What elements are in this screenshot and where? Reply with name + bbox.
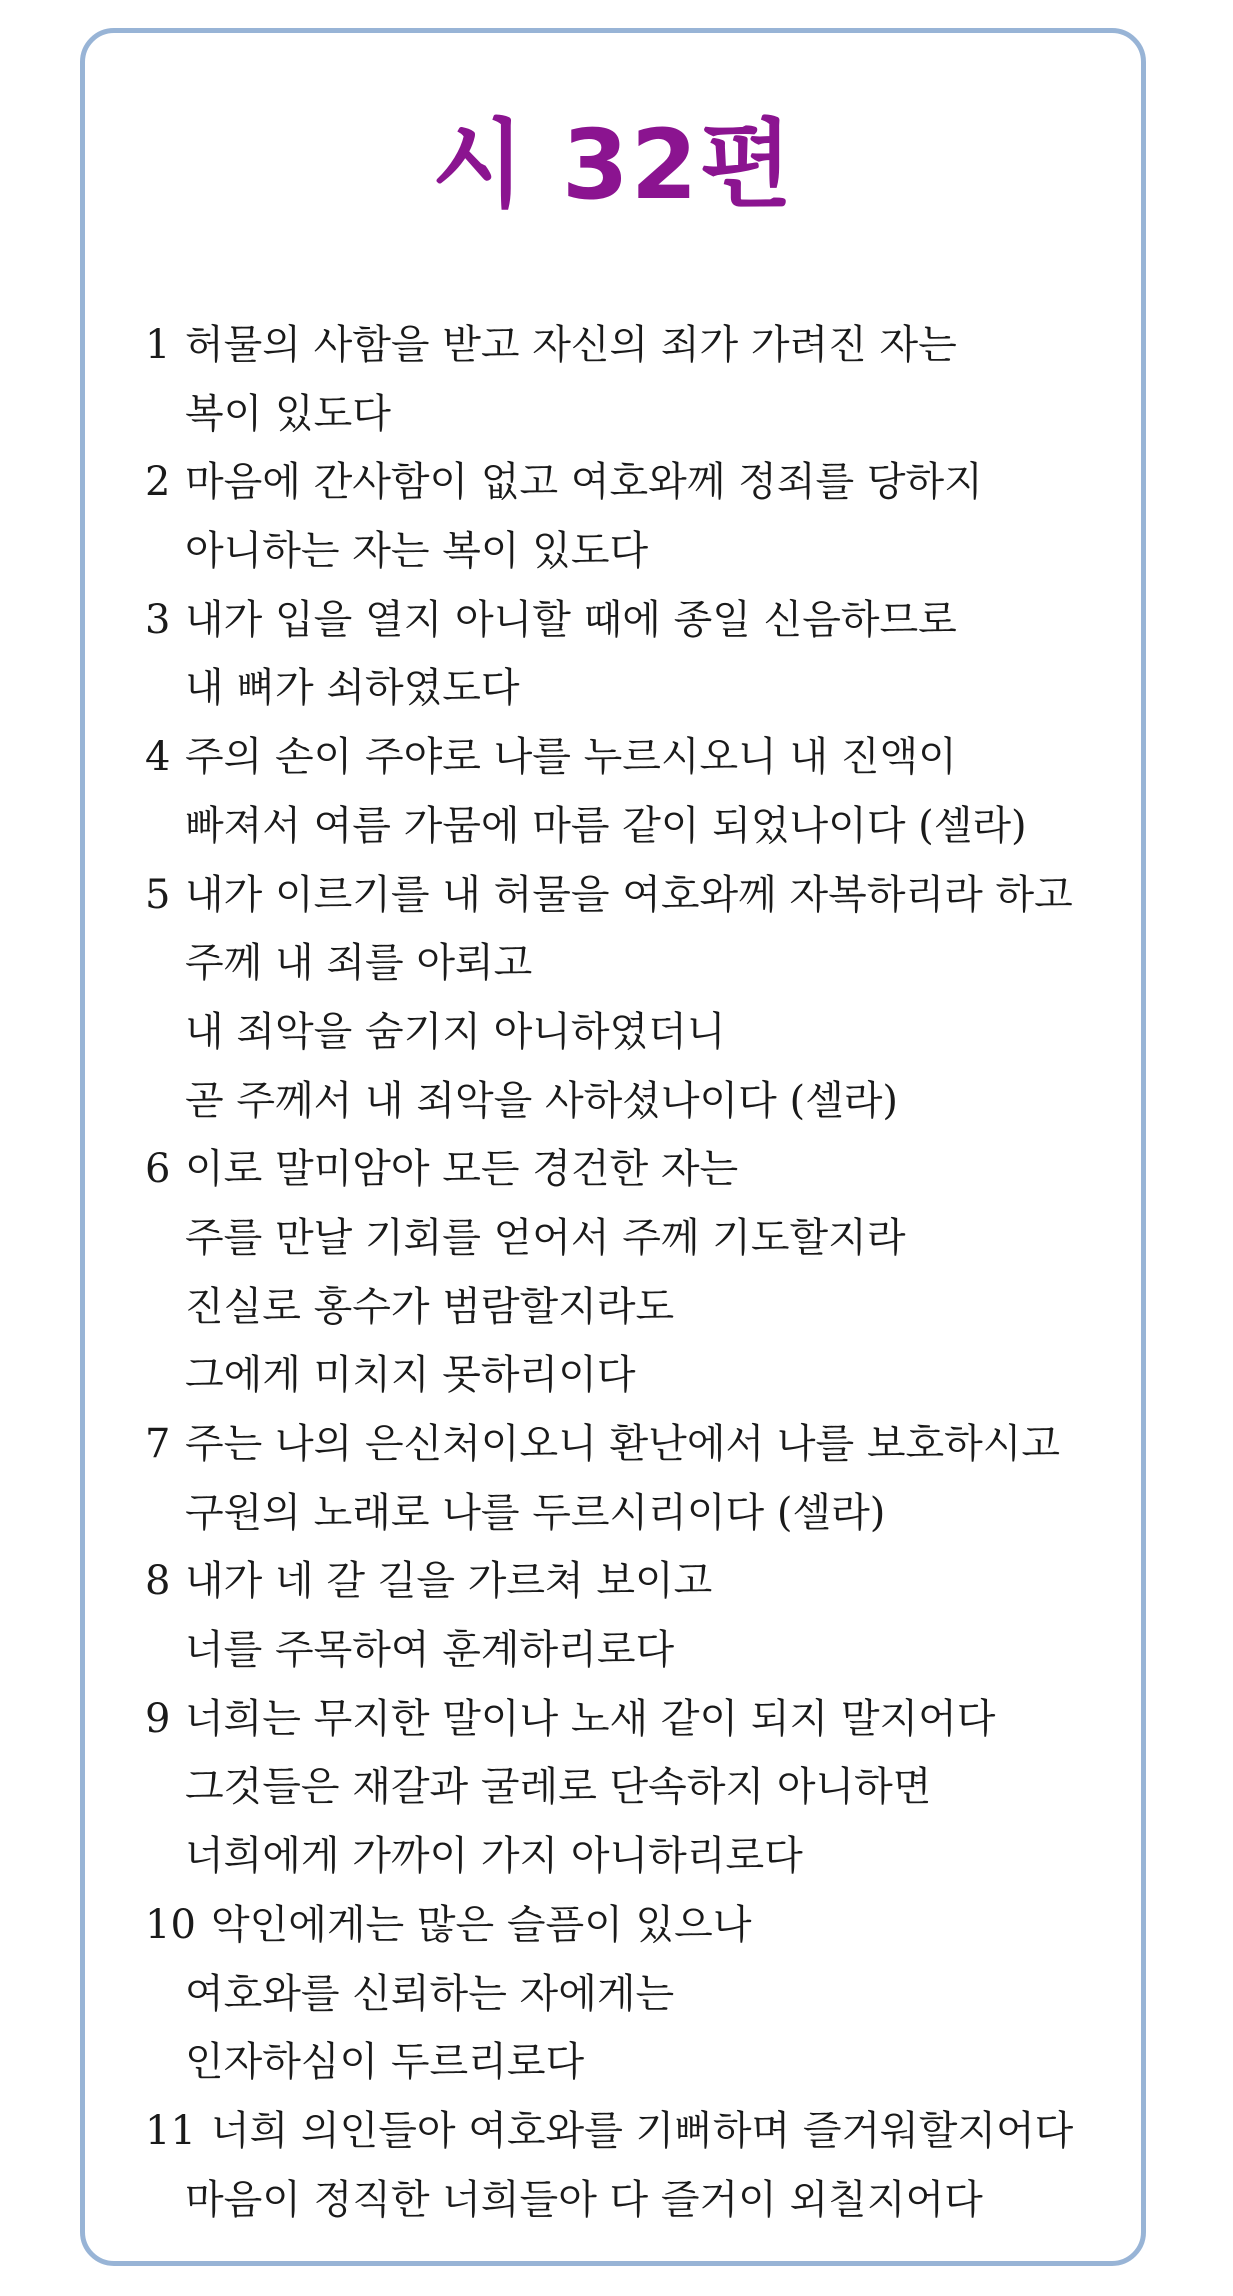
verse-number: 7 [145, 1421, 171, 1467]
verse-text: 내가 네 갈 길을 가르쳐 보이고 [185, 1558, 713, 1605]
verse-continuation-line: 마음이 정직한 너희들아 다 즐거이 외칠지어다 [185, 2176, 983, 2223]
verse-text: 주는 나의 은신처이오니 환난에서 나를 보호하시고 [185, 1421, 1061, 1467]
verse-text: 허물의 사함을 받고 자신의 죄가 가려진 자는 [185, 322, 957, 368]
verse-continuation-line: 복이 있도다 [185, 390, 391, 437]
verse-number: 9 [145, 1695, 171, 1742]
verse-text: 주의 손이 주야로 나를 누르시오니 내 진액이 [185, 734, 957, 781]
verse-line [145, 1891, 1145, 1960]
verse-continuation-line: 내 죄악을 숨기지 아니하였더니 [185, 1008, 726, 1055]
verse-text: 너희는 무지한 말이나 노새 같이 되지 말지어다 [185, 1695, 996, 1742]
verse-number: 5 [145, 871, 171, 918]
verse-line [145, 723, 1145, 792]
verse-continuation-line: 여호와를 신뢰하는 자에게는 [185, 1970, 675, 2017]
verse-continuation-line: 진실로 홍수가 범람할지라도 [185, 1283, 675, 1330]
verse-continuation-line: 주를 만날 기회를 얻어서 주께 기도할지라 [185, 1214, 906, 1261]
verse-text: 내가 입을 열지 아니할 때에 종일 신음하므로 [185, 596, 957, 643]
verse-line [145, 1410, 1145, 1479]
page-frame [80, 28, 1146, 2266]
verse-continuation-line: 너를 주목하여 훈계하리로다 [185, 1627, 675, 1674]
verse-list [145, 311, 1145, 2234]
verse-continuation-line: 곧 주께서 내 죄악을 사하셨나이다 (셀라) [185, 1077, 899, 1124]
verse-text: 이로 말미암아 모든 경건한 자는 [185, 1146, 739, 1193]
verse-text: 마음에 간사함이 없고 여호와께 정죄를 당하지 [185, 459, 983, 506]
verse-continuation-line: 주께 내 죄를 아뢰고 [185, 940, 533, 987]
verse-number: 2 [145, 459, 171, 506]
verse-number: 10 [145, 1901, 196, 1948]
verse-line [145, 2097, 1145, 2166]
verse-continuation-line: 구원의 노래로 나를 두르시리이다 (셀라) [185, 1489, 886, 1536]
verse-number: 11 [145, 2107, 196, 2154]
verse-text: 너희 의인들아 여호와를 기뻐하며 즐거워할지어다 [211, 2107, 1074, 2154]
verse-number: 3 [145, 596, 171, 643]
verse-continuation-line: 그것들은 재갈과 굴레로 단속하지 아니하면 [185, 1764, 932, 1811]
verse-text: 내가 이르기를 내 허물을 여호와께 자복하리라 하고 [185, 871, 1073, 918]
page-title: 시 32편 [431, 109, 795, 221]
verse-line [145, 311, 1145, 380]
verse-line [145, 448, 1145, 517]
verse-continuation-line: 아니하는 자는 복이 있도다 [185, 528, 649, 575]
verse-number: 4 [145, 734, 171, 781]
verse-number: 8 [145, 1558, 171, 1605]
verse-continuation-line: 그에게 미치지 못하리이다 [185, 1352, 636, 1399]
verse-line [145, 586, 1145, 655]
verse-number: 1 [145, 322, 171, 368]
verse-number: 6 [145, 1146, 171, 1193]
verse-continuation-line: 인자하심이 두르리로다 [185, 2039, 585, 2086]
verse-line [145, 1685, 1145, 1754]
verse-continuation-line: 너희에게 가까이 가지 아니하리로다 [185, 1833, 803, 1880]
verse-continuation-line: 빠져서 여름 가뭄에 마름 같이 되었나이다 (셀라) [185, 802, 1027, 849]
verse-line [145, 861, 1145, 930]
verse-line [145, 1135, 1145, 1204]
verse-line [145, 1547, 1145, 1616]
verse-continuation-line: 내 뼈가 쇠하였도다 [185, 665, 520, 712]
verse-text: 악인에게는 많은 슬픔이 있으나 [211, 1901, 752, 1948]
